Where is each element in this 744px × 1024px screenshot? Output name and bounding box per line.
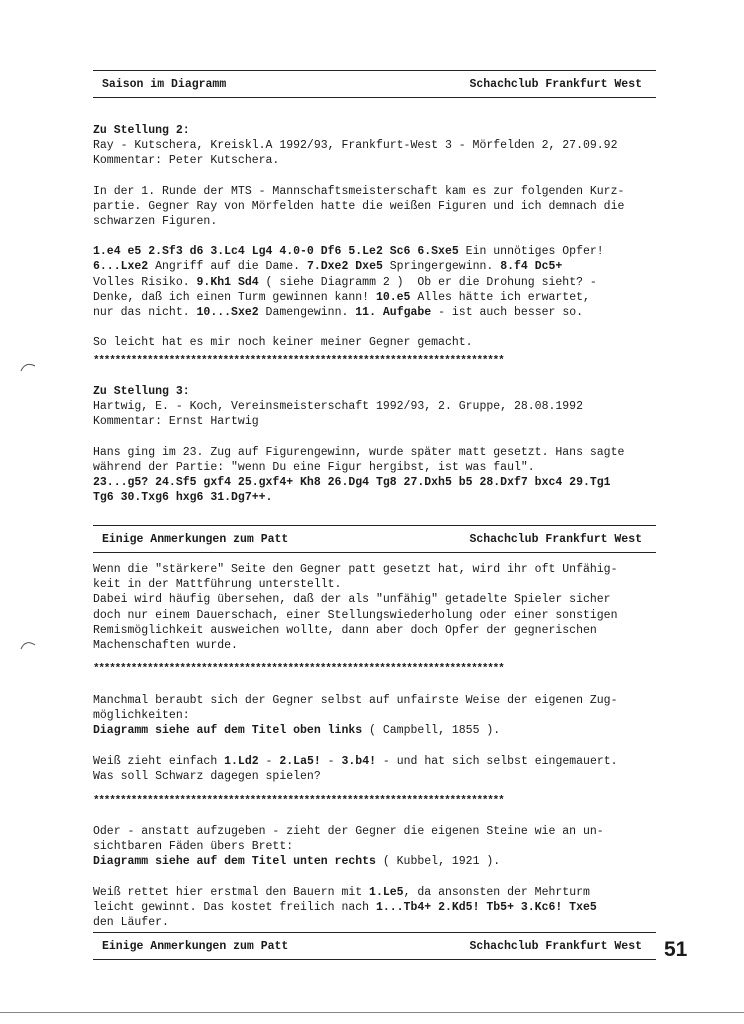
source-note: ( Campbell, 1855 ). xyxy=(362,724,501,738)
position-2-section xyxy=(93,123,668,350)
moves-comment: - ist auch besser so. xyxy=(431,306,584,320)
running-footer xyxy=(93,932,656,960)
text-line: doch nur einem Dauerschach, einer Stellungswiederholung oder einer sonstigen xyxy=(93,608,618,622)
text-span: , da ansonsten der Mehrturm xyxy=(403,885,590,899)
text-span: - und hat sich selbst eingemauert. xyxy=(376,754,618,768)
star-separator: **************************************************************************** xyxy=(93,663,504,675)
header-right: Schachclub Frankfurt West xyxy=(469,533,642,546)
margin-mark-icon xyxy=(20,362,36,372)
diagram-reference: Diagramm siehe auf dem Titel unten rechts xyxy=(93,855,376,869)
moves-bold: 1.Ld2 xyxy=(224,754,259,768)
footer-right: Schachclub Frankfurt West xyxy=(469,940,642,953)
patt-campbell xyxy=(93,693,668,784)
commentator: Kommentar: Peter Kutschera. xyxy=(93,154,280,168)
game-info: Hartwig, E. - Koch, Vereinsmeisterschaft 1992/93, 2. Gruppe, 28.08.1992 xyxy=(93,400,583,414)
moves-line xyxy=(93,275,668,290)
moves-bold: 7.Dxe2 Dxe5 xyxy=(306,260,383,274)
header-left: Einige Anmerkungen zum Patt xyxy=(102,533,289,546)
intro-line: In der 1. Runde der MTS - Mannschaftsmeisterschaft kam es zur folgenden Kurz- xyxy=(93,184,625,198)
moves-comment: Volles Risiko. xyxy=(93,275,197,289)
moves-comment: Damengewinn. xyxy=(258,306,356,320)
text-line: keit in der Mattführung unterstellt. xyxy=(93,578,342,592)
commentator: Kommentar: Ernst Hartwig xyxy=(93,415,259,429)
moves-line xyxy=(93,754,668,769)
header-right: Schachclub Frankfurt West xyxy=(469,78,642,91)
patt-kubbel xyxy=(93,824,668,930)
moves-bold: 1...Tb4+ 2.Kd5! Tb5+ 3.Kc6! Txe5 xyxy=(375,900,597,914)
moves-line xyxy=(93,900,668,915)
moves-line xyxy=(93,305,668,320)
moves-comment: Denke, daß ich einen Turm gewinnen kann! xyxy=(93,290,376,304)
moves-bold: 1.Le5 xyxy=(369,885,404,899)
intro-line: Hans ging im 23. Zug auf Figurengewinn, wurde später matt gesetzt. Hans sagte xyxy=(93,445,625,459)
section-heading: Zu Stellung 2: xyxy=(93,124,190,137)
header-left: Saison im Diagramm xyxy=(102,78,227,91)
moves-bold: 2.La5! xyxy=(279,754,321,768)
text-line: sichtbaren Fäden übers Brett: xyxy=(93,840,294,854)
patt-intro xyxy=(93,562,668,653)
moves-bold: 11. Aufgabe xyxy=(355,306,432,320)
moves-bold: 10.e5 xyxy=(375,290,411,304)
margin-mark-icon xyxy=(20,640,36,650)
moves-bold: 8.f4 Dc5+ xyxy=(500,260,563,274)
intro-line: schwarzen Figuren. xyxy=(93,215,218,229)
moves-comment: Springergewinn. xyxy=(382,260,501,274)
text-line: den Läufer. xyxy=(93,916,169,930)
running-header xyxy=(93,70,656,98)
page-number: 51 xyxy=(664,938,688,961)
moves-line xyxy=(93,290,668,305)
section-heading: Zu Stellung 3: xyxy=(93,385,190,398)
text-line: Wenn die "stärkere" Seite den Gegner patt gesetzt hat, wird ihr oft Unfähig- xyxy=(93,563,618,576)
source-note: ( Kubbel, 1921 ). xyxy=(375,855,501,869)
intro-line: partie. Gegner Ray von Mörfelden hatte die weißen Figuren und ich demnach die xyxy=(93,199,625,213)
text-span: - xyxy=(320,754,342,768)
moves-comment: nur das nicht. xyxy=(93,306,197,320)
moves-comment: Alles hätte ich erwartet, xyxy=(410,290,590,304)
text-span: - xyxy=(258,754,280,768)
footer-left: Einige Anmerkungen zum Patt xyxy=(102,940,289,953)
star-separator: **************************************************************************** xyxy=(93,355,504,367)
moves-line xyxy=(93,885,668,900)
moves-bold: 23...g5? 24.Sf5 gxf4 25.gxf4+ Kh8 26.Dg4 Tg8 27.Dxh5 b5 28.Dxf7 bxc4 29.Tg1 xyxy=(93,476,611,490)
moves-line xyxy=(93,259,668,274)
moves-bold: 9.Kh1 Sd4 xyxy=(196,275,259,289)
text-line: Dabei wird häufig übersehen, daß der als "unfähig" getadelte Spieler sicher xyxy=(93,593,611,607)
game-info: Ray - Kutschera, Kreiskl.A 1992/93, Frankfurt-West 3 - Mörfelden 2, 27.09.92 xyxy=(93,139,618,153)
moves-bold: 10...Sxe2 xyxy=(196,306,259,320)
moves-bold: 3.b4! xyxy=(341,754,377,768)
diagram-reference: Diagramm siehe auf dem Titel oben links xyxy=(93,724,363,738)
text-span: leicht gewinnt. Das kostet freilich nach xyxy=(93,900,376,914)
text-line: Oder - anstatt aufzugeben - zieht der Gegner die eigenen Steine wie an un- xyxy=(93,825,604,838)
scan-edge-line xyxy=(0,1012,744,1013)
moves-bold: 1.e4 e5 2.Sf3 d6 3.Lc4 Lg4 4.0-0 Df6 5.Le2 Sc6 6.Sxe5 xyxy=(93,245,459,259)
text-line: Machenschaften wurde. xyxy=(93,639,238,653)
moves-comment: ( siehe Diagramm 2 ) Ob er die Drohung sieht? - xyxy=(258,275,597,289)
text-line: Was soll Schwarz dagegen spielen? xyxy=(93,769,321,783)
closing-line: So leicht hat es mir noch keiner meiner Gegner gemacht. xyxy=(93,336,473,350)
moves-bold: 6...Lxe2 xyxy=(93,260,149,274)
star-separator: **************************************************************************** xyxy=(93,795,504,807)
position-3-section xyxy=(93,384,668,505)
section-header xyxy=(93,525,656,553)
text-span: Weiß zieht einfach xyxy=(93,754,225,768)
moves-bold: Tg6 30.Txg6 hxg6 31.Dg7++. xyxy=(93,491,273,505)
text-span: Weiß rettet hier erstmal den Bauern mit xyxy=(93,885,370,899)
moves-comment: Ein unnötiges Opfer! xyxy=(458,245,604,259)
text-line: Manchmal beraubt sich der Gegner selbst auf unfairste Weise der eigenen Zug- xyxy=(93,694,618,707)
moves-comment: Angriff auf die Dame. xyxy=(148,260,307,274)
moves-line xyxy=(93,244,668,259)
intro-line: während der Partie: "wenn Du eine Figur hergibst, ist was faul". xyxy=(93,460,535,474)
text-line: Remismöglichkeit ausweichen wollte, dann aber doch Opfer der gegnerischen xyxy=(93,623,597,637)
text-line: möglichkeiten: xyxy=(93,709,190,723)
